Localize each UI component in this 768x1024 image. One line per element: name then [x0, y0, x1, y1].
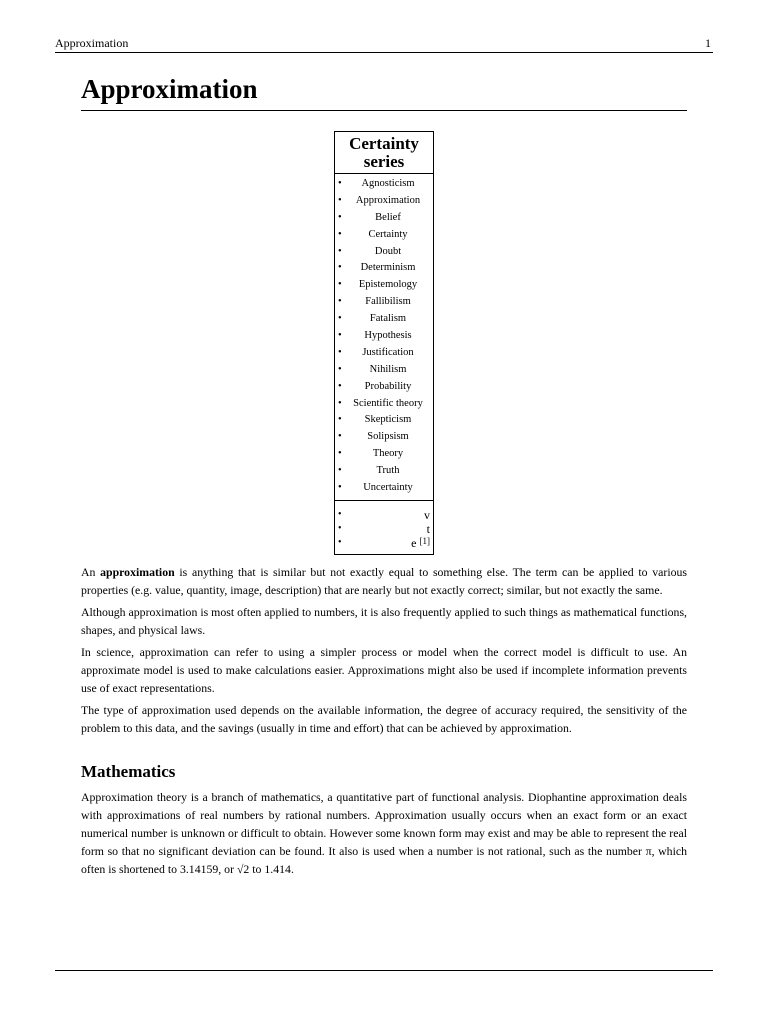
bullet-icon: •	[338, 448, 342, 460]
infobox-list	[335, 174, 433, 500]
running-header	[55, 36, 713, 53]
bullet-icon: •	[338, 431, 342, 443]
article-body	[81, 563, 687, 882]
bullet-icon: •	[338, 178, 342, 189]
infobox-item-link[interactable]: • Determinism	[335, 260, 433, 277]
nav-edit-link[interactable]: • e [1]	[338, 535, 430, 550]
nav-talk-link[interactable]: • t	[338, 521, 430, 536]
bullet-icon: •	[338, 245, 342, 257]
bullet-icon: •	[338, 296, 342, 308]
certainty-series-infobox	[334, 131, 434, 555]
infobox-item-link[interactable]: • Uncertainty	[335, 480, 433, 497]
bullet-icon: •	[338, 313, 342, 325]
infobox-item-link[interactable]: • Agnosticism	[335, 176, 433, 193]
infobox-item-link[interactable]: • Belief	[335, 210, 433, 227]
running-title: Approximation	[55, 36, 129, 50]
infobox-item-link[interactable]: • Solipsism	[335, 429, 433, 446]
bullet-icon: •	[338, 346, 342, 358]
infobox-item-link[interactable]: • Hypothesis	[335, 328, 433, 345]
infobox-item-link[interactable]: • Epistemology	[335, 277, 433, 294]
reference-marker[interactable]: [1]	[419, 535, 430, 546]
bullet-icon: •	[338, 397, 342, 409]
intro-paragraph-4: The type of approximation used depends on the available information, the degree of accuracy required, the sensitivity of the problem to this data, and the savings (usually in time and effort) that can be achieved by approximation.	[81, 703, 687, 735]
bullet-icon: •	[338, 414, 342, 426]
bullet-icon: •	[338, 482, 342, 494]
infobox-item-link[interactable]: • Probability	[335, 379, 433, 396]
intro-paragraph-2: Although approximation is most often applied to numbers, it is also frequently applied to such things as mathematical functions, shapes, and physical laws.	[81, 605, 687, 637]
footer-rule	[55, 970, 713, 971]
infobox-nav	[335, 500, 433, 554]
infobox-item-link[interactable]: • Scientific theory	[335, 396, 433, 413]
infobox-item-link[interactable]: • Fatalism	[335, 311, 433, 328]
bullet-icon: •	[338, 330, 342, 342]
approximation-term: approximation	[100, 565, 175, 579]
section-heading-mathematics: Mathematics	[81, 762, 176, 781]
intro-paragraph-1: An approximation is anything that is similar but not exactly equal to something else. The term can be applied to various properties (e.g. value, quantity, image, description) that are nearly but not exactly correct; similar, but not exactly the same.	[81, 565, 687, 597]
page-title: Approximation	[81, 72, 687, 111]
infobox-title: Certainty series	[335, 132, 433, 174]
bullet-icon: •	[338, 228, 342, 240]
infobox-item-link[interactable]: • Justification	[335, 345, 433, 362]
infobox-item-link[interactable]: • Theory	[335, 446, 433, 463]
bullet-icon: •	[338, 279, 342, 291]
intro-paragraph-3: In science, approximation can refer to using a simpler process or model when the correct model is difficult to use. An approximate model is used to make calculations easier. Approximations might also be used if incomplete information prevents use of exact representations.	[81, 645, 687, 695]
bullet-icon: •	[338, 465, 342, 477]
infobox-item-link[interactable]: • Skepticism	[335, 412, 433, 429]
bullet-icon: •	[338, 380, 342, 392]
mathematics-paragraph-1: Approximation theory is a branch of mathematics, a quantitative part of functional analysis. Diophantine approximation deals with approximations of real numbers by rational numbers. Approximation usually occurs when an exact form or an exact numerical number is unknown or difficult to obtain. However some known form may exist and may be able to represent the real form so that no significant deviation can be found. It also is used when a number is not rational, such as the number π, which often is shortened to 3.14159, or √2 to 1.414.	[81, 790, 687, 876]
infobox-item-link[interactable]: • Truth	[335, 463, 433, 480]
nav-view-link[interactable]: • v	[338, 507, 430, 522]
infobox-item-link[interactable]: • Certainty	[335, 227, 433, 244]
bullet-icon: •	[338, 262, 342, 274]
infobox-item-link[interactable]: • Nihilism	[335, 362, 433, 379]
infobox-item-link[interactable]: • Approximation	[335, 193, 433, 210]
bullet-icon: •	[338, 211, 342, 223]
page-number: 1	[705, 36, 711, 50]
bullet-icon: •	[338, 194, 342, 206]
infobox-item-link[interactable]: • Doubt	[335, 244, 433, 261]
infobox-item-link[interactable]: • Fallibilism	[335, 294, 433, 311]
bullet-icon: •	[338, 363, 342, 375]
